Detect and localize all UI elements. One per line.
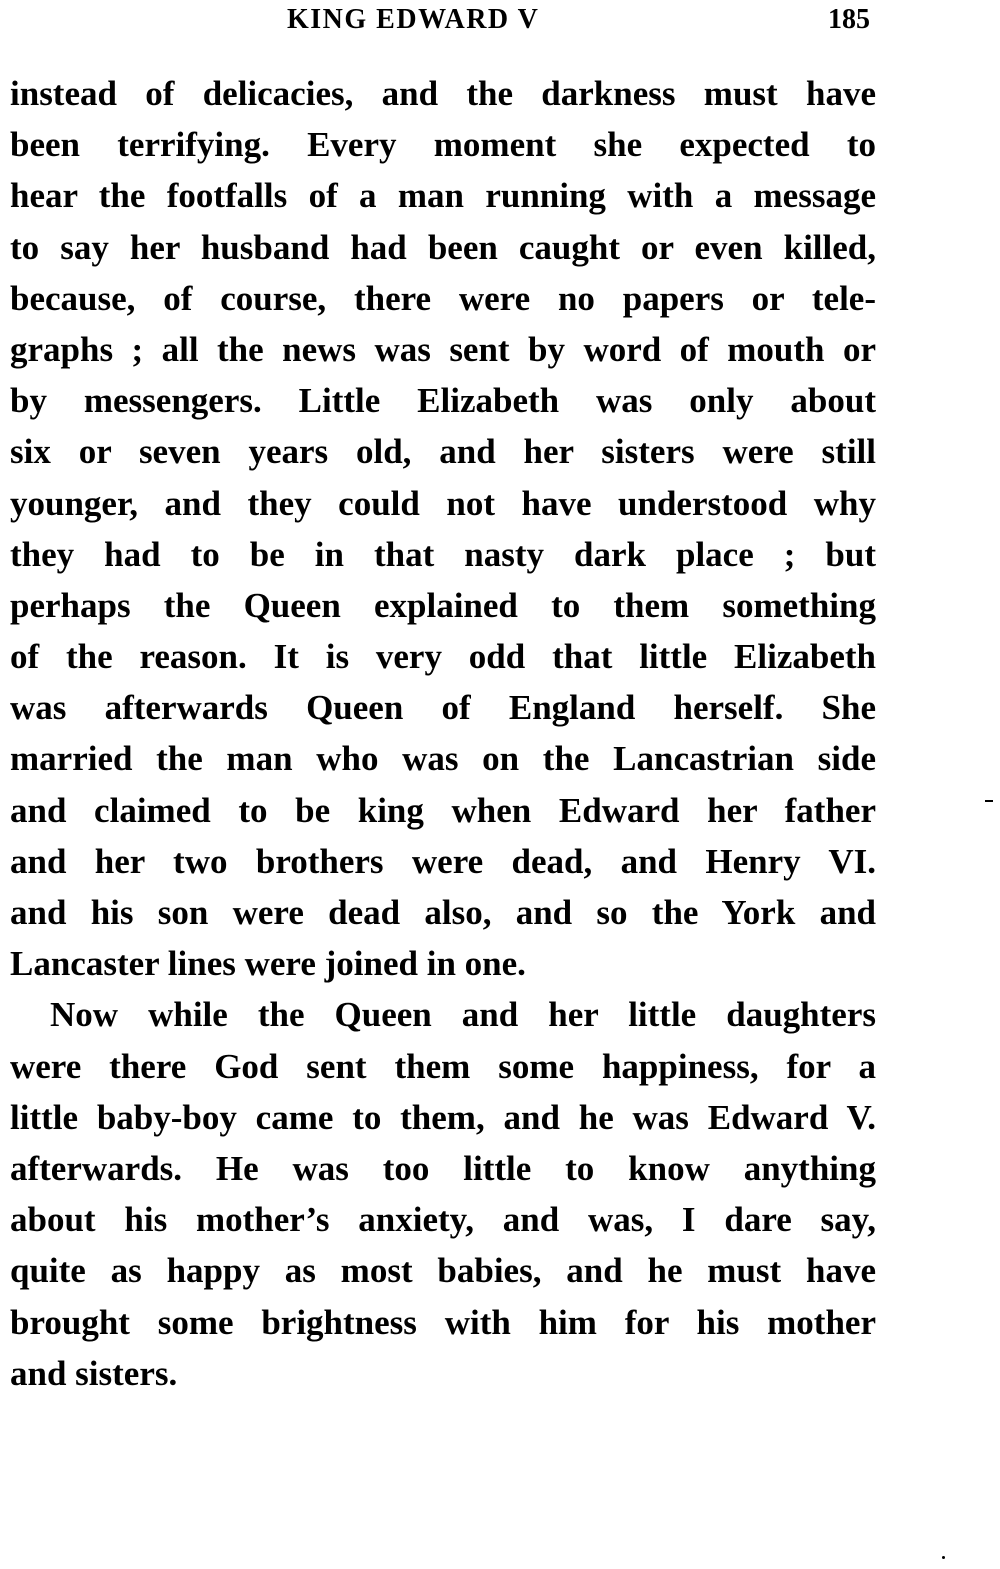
scan-speck xyxy=(942,1556,945,1559)
text-line: and her two brothers were dead, and Henry VI. xyxy=(10,841,876,881)
text-line: hear the footfalls of a man running with a message xyxy=(10,176,876,216)
text-line: graphs ; all the news was sent by word of mouth or xyxy=(10,329,876,369)
text-line: been terrifying. Every moment she expected to xyxy=(10,125,876,165)
text-line: six or seven years old, and her sisters were still xyxy=(10,432,876,472)
paragraph-2 xyxy=(10,989,876,1399)
text-line: afterwards. He was too little to know anything xyxy=(10,1148,876,1188)
text-line: and his son were dead also, and so the York and xyxy=(10,893,876,932)
text-line: were there God sent them some happiness, for a xyxy=(10,1046,876,1086)
paragraph-1 xyxy=(10,68,876,989)
text-line: and claimed to be king when Edward her father xyxy=(10,790,876,830)
text-line: quite as happy as most babies, and he must have xyxy=(10,1251,876,1291)
text-line: Lancaster lines were joined in one. xyxy=(10,944,526,984)
running-title: KING EDWARD V xyxy=(287,4,540,35)
body-text xyxy=(10,68,876,1399)
text-line: of the reason. It is very odd that little Elizabeth xyxy=(10,637,876,677)
text-line: to say her husband had been caught or even killed, xyxy=(10,227,876,267)
text-line: by messengers. Little Elizabeth was only about xyxy=(10,381,876,421)
text-line: Now while the Queen and her little daughters xyxy=(50,995,876,1035)
text-line: was afterwards Queen of England herself. She xyxy=(10,688,876,728)
margin-mark xyxy=(985,800,993,802)
text-line: about his mother’s anxiety, and was, I dare say, xyxy=(10,1200,876,1240)
text-line: brought some brightness with him for his mother xyxy=(10,1302,876,1342)
text-line: because, of course, there were no papers or tele- xyxy=(10,278,876,318)
text-line: married the man who was on the Lancastrian side xyxy=(10,739,876,779)
text-line: little baby-boy came to them, and he was Edward V. xyxy=(10,1097,876,1137)
text-line: younger, and they could not have understood why xyxy=(10,483,876,523)
text-line: and sisters. xyxy=(10,1353,178,1393)
text-line: perhaps the Queen explained to them something xyxy=(10,585,876,625)
text-line: instead of delicacies, and the darkness must have xyxy=(10,74,876,113)
running-head xyxy=(0,2,1000,42)
page-number: 185 xyxy=(828,4,870,35)
text-line: they had to be in that nasty dark place ; but xyxy=(10,534,876,574)
